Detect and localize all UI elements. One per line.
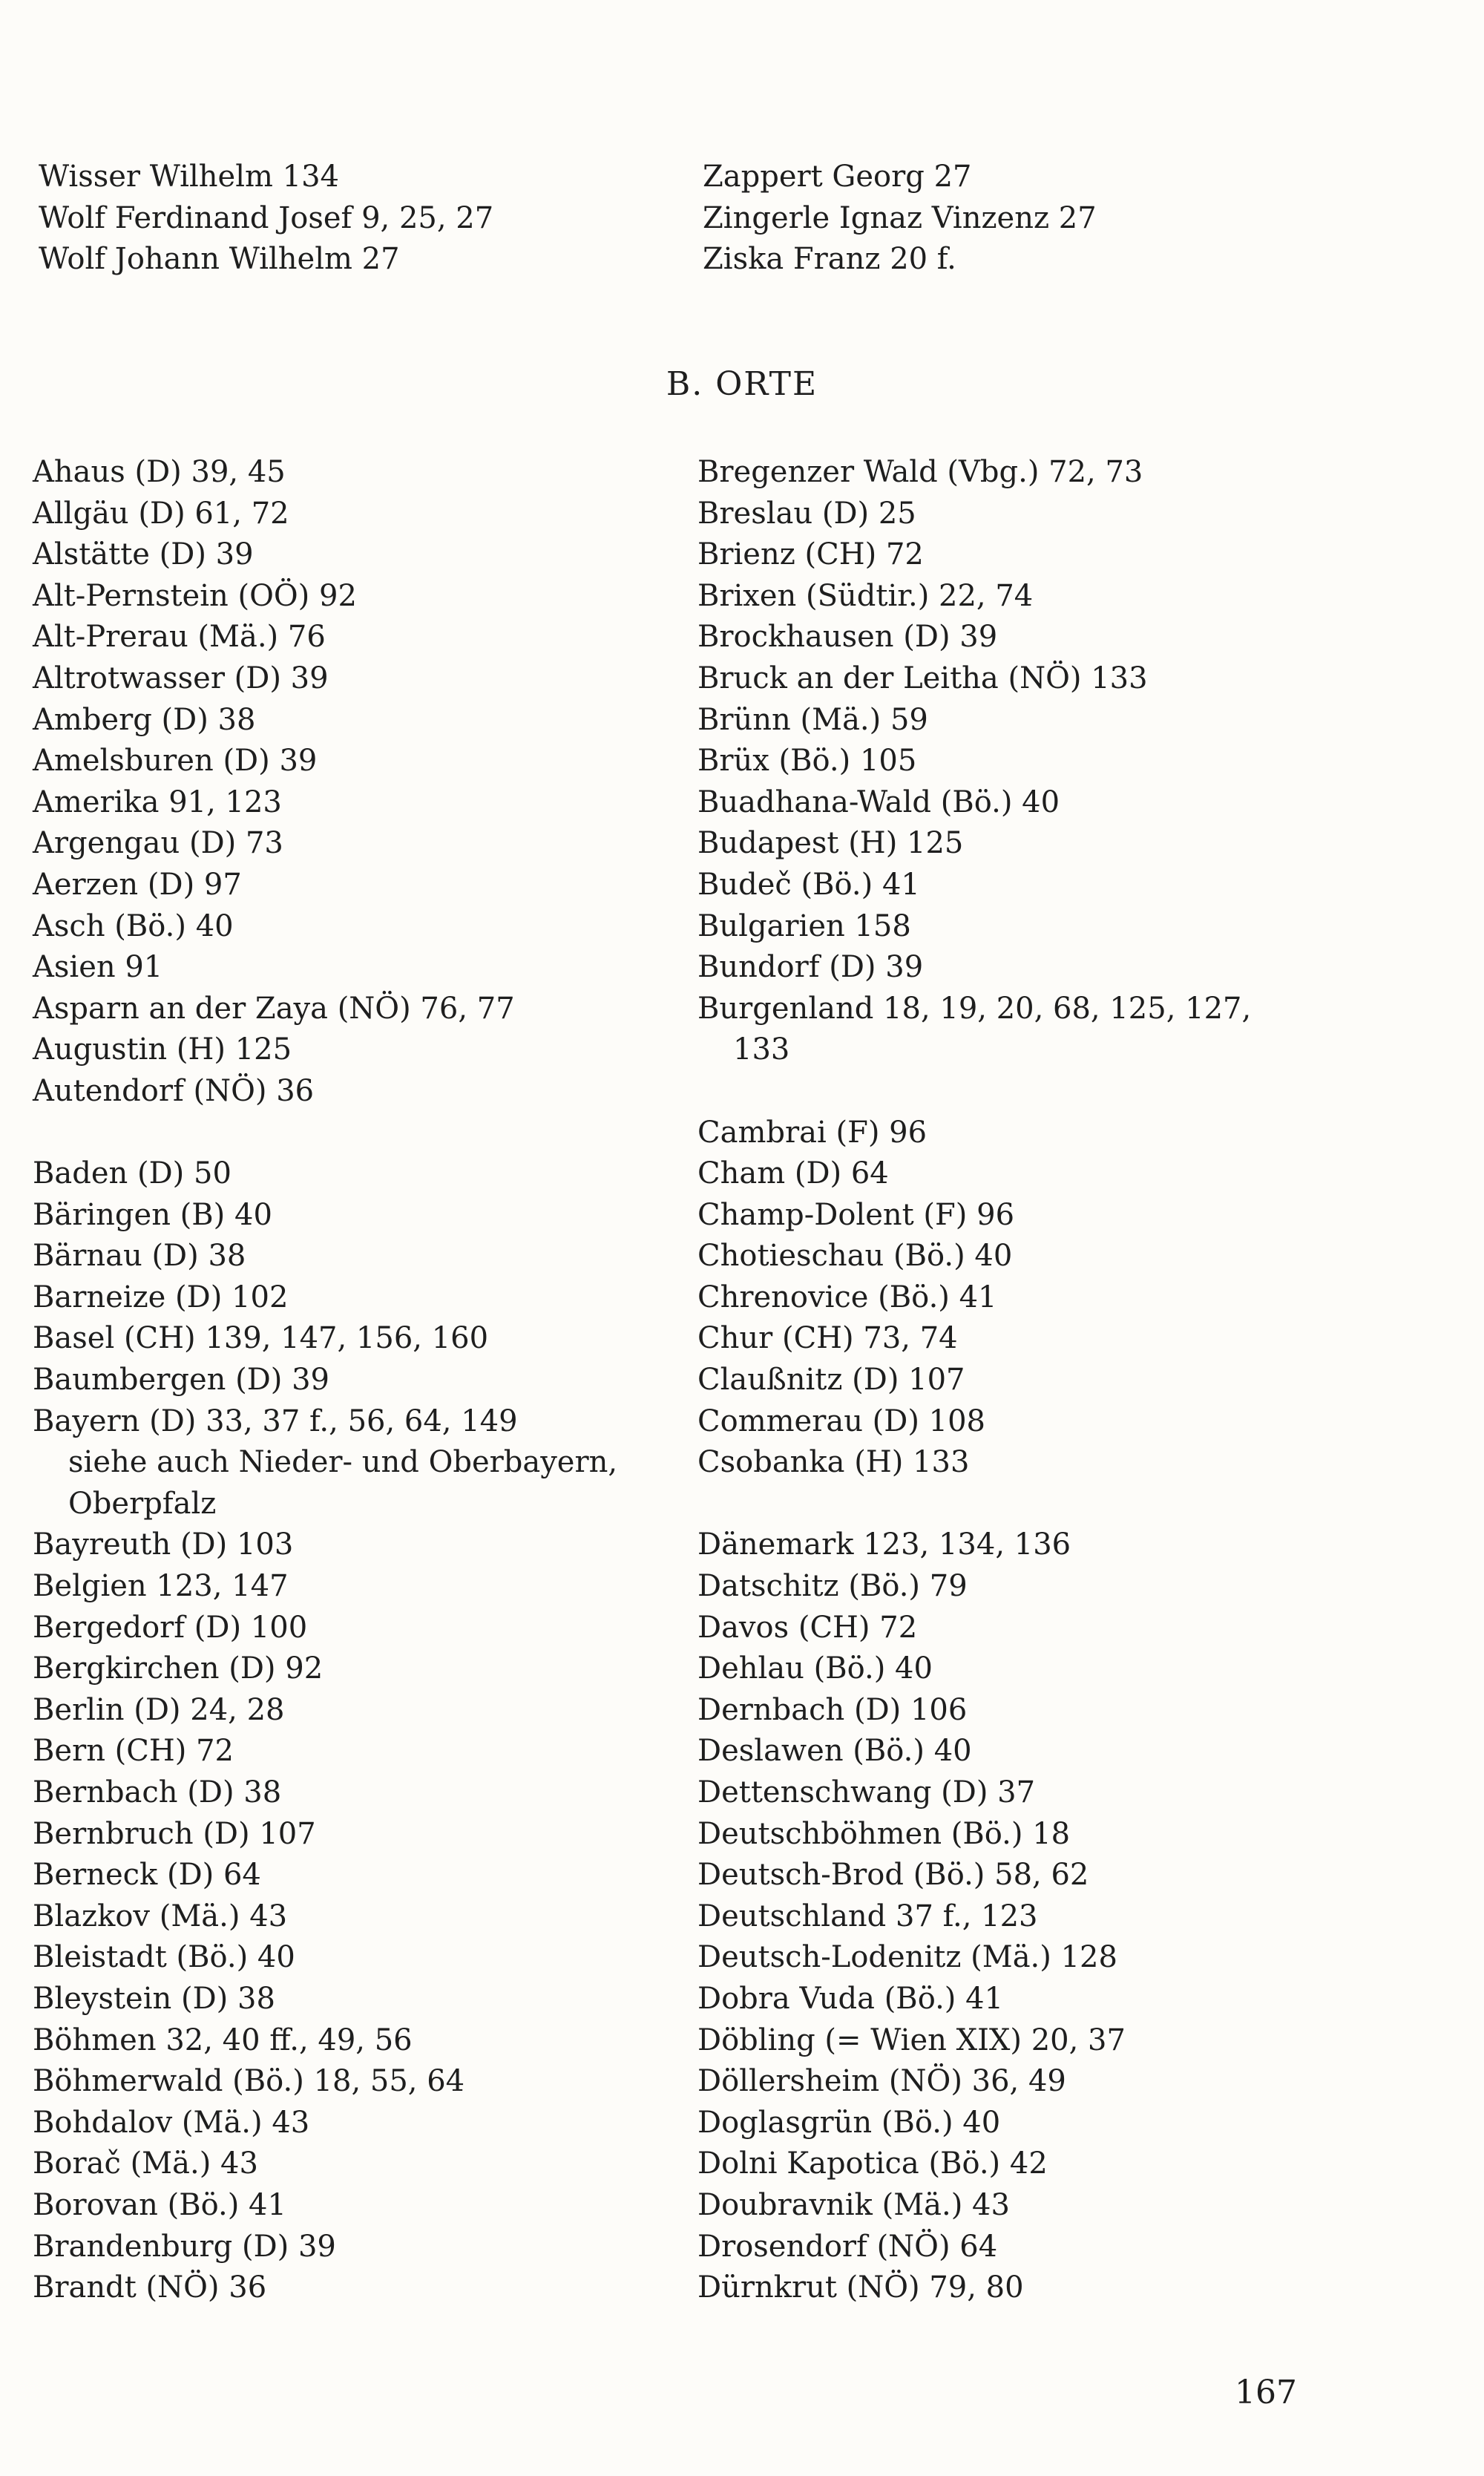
index-entry: Commerau (D) 108 <box>697 1404 986 1438</box>
index-entry: Claußnitz (D) 107 <box>697 1363 965 1398</box>
index-entry: Bohdalov (Mä.) 43 <box>33 2105 310 2140</box>
index-entry: Budeč (Bö.) 41 <box>697 867 920 902</box>
index-entry: Drosendorf (NÖ) 64 <box>697 2229 998 2264</box>
index-entry: Dernbach (D) 106 <box>697 1692 968 1727</box>
index-entry: Doubravnik (Mä.) 43 <box>697 2187 1010 2222</box>
index-entry: Brockhausen (D) 39 <box>697 620 998 655</box>
index-entry: Zingerle Ignaz Vinzenz 27 <box>703 200 1097 235</box>
index-entry: Oberpfalz <box>68 1486 217 1521</box>
index-entry: Doglasgrün (Bö.) 40 <box>697 2105 1001 2140</box>
index-entry: Dänemark 123, 134, 136 <box>697 1527 1071 1562</box>
index-entry: Döllersheim (NÖ) 36, 49 <box>697 2064 1066 2099</box>
index-entry: Burgenland 18, 19, 20, 68, 125, 127, <box>697 991 1252 1026</box>
index-entry: Bernbruch (D) 107 <box>33 1816 316 1851</box>
index-entry: Augustin (H) 125 <box>33 1032 292 1067</box>
index-entry: Dehlau (Bö.) 40 <box>697 1651 933 1686</box>
index-entry: Budapest (H) 125 <box>697 826 964 861</box>
index-entry: Alt-Pernstein (OÖ) 92 <box>33 578 357 613</box>
page-number: 167 <box>1235 2374 1297 2411</box>
index-entry: Wolf Ferdinand Josef 9, 25, 27 <box>39 200 494 235</box>
index-entry: Bregenzer Wald (Vbg.) 72, 73 <box>697 455 1143 489</box>
index-entry: Ziska Franz 20 f. <box>703 242 956 277</box>
index-entry: Argengau (D) 73 <box>33 826 283 861</box>
persons-right-column <box>703 157 1097 281</box>
letter-group-gap <box>697 1484 1251 1525</box>
index-entry: Baumbergen (D) 39 <box>33 1363 329 1398</box>
index-entry: Deutsch-Lodenitz (Mä.) 128 <box>697 1940 1117 1975</box>
index-entry: Deutschland 37 f., 123 <box>697 1899 1038 1933</box>
index-entry: Amberg (D) 38 <box>33 702 256 737</box>
places-right-column <box>697 452 1251 2309</box>
index-entry: Wisser Wilhelm 134 <box>39 160 339 194</box>
index-entry: Bundorf (D) 39 <box>697 950 924 985</box>
index-entry: Cambrai (F) 96 <box>697 1115 928 1150</box>
index-entry: Bayern (D) 33, 37 f., 56, 64, 149 <box>33 1404 518 1438</box>
index-entry: Blazkov (Mä.) 43 <box>33 1899 288 1933</box>
index-entry: Asien 91 <box>33 950 163 985</box>
index-entry: Asch (Bö.) 40 <box>33 908 234 943</box>
index-entry: Davos (CH) 72 <box>697 1610 918 1645</box>
index-entry: Cham (D) 64 <box>697 1156 889 1191</box>
places-left-column <box>33 452 617 2309</box>
index-entry: Bleistadt (Bö.) 40 <box>33 1940 295 1975</box>
index-entry: Ahaus (D) 39, 45 <box>33 455 286 489</box>
index-entry: Amerika 91, 123 <box>33 785 282 819</box>
index-entry: Chotieschau (Bö.) 40 <box>697 1239 1013 1274</box>
letter-group-gap <box>33 1113 617 1154</box>
index-entry: Datschitz (Bö.) 79 <box>697 1569 968 1604</box>
section-heading: B. ORTE <box>666 365 818 403</box>
index-entry: Bäringen (B) 40 <box>33 1197 272 1232</box>
index-entry: Zappert Georg 27 <box>703 160 972 194</box>
index-entry: Breslau (D) 25 <box>697 496 916 531</box>
index-entry: Dobra Vuda (Bö.) 41 <box>697 1981 1004 2016</box>
index-entry: Deutsch-Brod (Bö.) 58, 62 <box>697 1858 1089 1893</box>
index-entry: Dolni Kapotica (Bö.) 42 <box>697 2146 1048 2181</box>
index-entry: Alstätte (D) 39 <box>33 537 254 572</box>
index-entry: Bern (CH) 72 <box>33 1734 234 1769</box>
index-entry: Borovan (Bö.) 41 <box>33 2187 286 2222</box>
index-entry: Böhmerwald (Bö.) 18, 55, 64 <box>33 2064 465 2099</box>
index-entry: Basel (CH) 139, 147, 156, 160 <box>33 1321 489 1356</box>
persons-left-column <box>39 157 493 281</box>
index-entry: Brandt (NÖ) 36 <box>33 2270 267 2305</box>
index-entry: Baden (D) 50 <box>33 1156 232 1191</box>
index-entry: Autendorf (NÖ) 36 <box>33 1073 315 1108</box>
index-entry: Bergedorf (D) 100 <box>33 1610 308 1645</box>
index-entry: Allgäu (D) 61, 72 <box>33 496 289 531</box>
index-entry: Deutschböhmen (Bö.) 18 <box>697 1816 1071 1851</box>
index-entry: Champ-Dolent (F) 96 <box>697 1197 1015 1232</box>
index-entry: Bruck an der Leitha (NÖ) 133 <box>697 661 1148 695</box>
index-entry: siehe auch Nieder- und Oberbayern, <box>68 1445 618 1480</box>
index-entry: 133 <box>733 1032 790 1067</box>
index-entry: Dettenschwang (D) 37 <box>697 1775 1036 1809</box>
index-entry: Bleystein (D) 38 <box>33 1981 275 2016</box>
index-entry: Bayreuth (D) 103 <box>33 1527 294 1562</box>
index-entry: Altrotwasser (D) 39 <box>33 661 329 695</box>
index-entry: Asparn an der Zaya (NÖ) 76, 77 <box>33 991 515 1026</box>
index-entry: Csobanka (H) 133 <box>697 1445 970 1480</box>
index-entry: Chur (CH) 73, 74 <box>697 1321 958 1356</box>
index-entry: Wolf Johann Wilhelm 27 <box>39 242 400 277</box>
index-entry: Bulgarien 158 <box>697 908 911 943</box>
index-entry: Barneize (D) 102 <box>33 1280 289 1314</box>
index-entry: Belgien 123, 147 <box>33 1569 289 1604</box>
index-entry: Brüx (Bö.) 105 <box>697 744 917 779</box>
index-entry: Berneck (D) 64 <box>33 1858 261 1893</box>
index-entry: Bergkirchen (D) 92 <box>33 1651 324 1686</box>
index-entry: Chrenovice (Bö.) 41 <box>697 1280 997 1314</box>
index-entry: Amelsburen (D) 39 <box>33 744 318 779</box>
index-entry: Bärnau (D) 38 <box>33 1239 246 1274</box>
index-entry: Brünn (Mä.) 59 <box>697 702 928 737</box>
index-entry: Brandenburg (D) 39 <box>33 2229 336 2264</box>
index-entry: Brixen (Südtir.) 22, 74 <box>697 578 1034 613</box>
index-entry: Döbling (= Wien XIX) 20, 37 <box>697 2023 1126 2057</box>
index-entry: Buadhana-Wald (Bö.) 40 <box>697 785 1060 819</box>
letter-group-gap <box>697 1071 1251 1113</box>
index-entry: Alt-Prerau (Mä.) 76 <box>33 620 326 655</box>
index-entry: Böhmen 32, 40 ff., 49, 56 <box>33 2023 413 2057</box>
index-entry: Dürnkrut (NÖ) 79, 80 <box>697 2270 1024 2305</box>
index-entry: Brienz (CH) 72 <box>697 537 924 572</box>
index-entry: Aerzen (D) 97 <box>33 867 242 902</box>
index-entry: Bernbach (D) 38 <box>33 1775 282 1809</box>
index-entry: Deslawen (Bö.) 40 <box>697 1734 972 1769</box>
index-entry: Borač (Mä.) 43 <box>33 2146 258 2181</box>
index-entry: Berlin (D) 24, 28 <box>33 1692 285 1727</box>
